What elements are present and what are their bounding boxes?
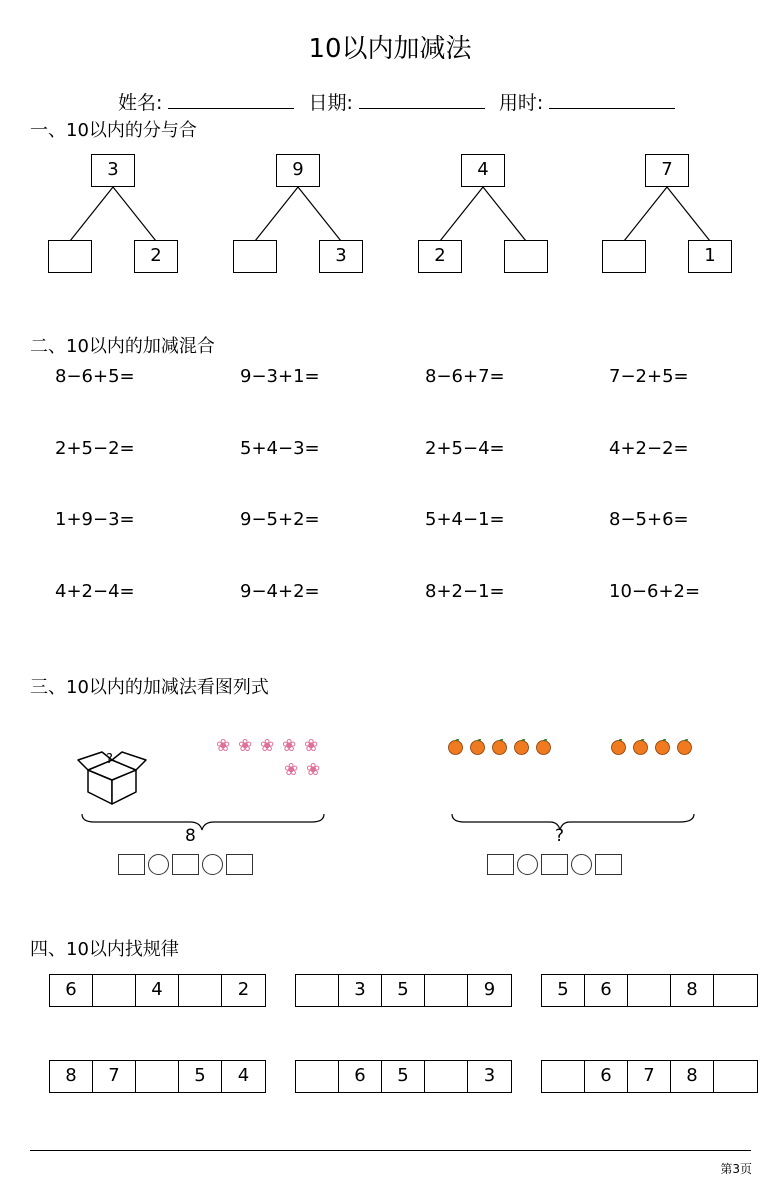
sequence-row [295, 974, 512, 1007]
sequence-cell[interactable] [179, 975, 222, 1006]
expression: 2+5−4= [425, 438, 505, 459]
section3-heading: 三、10以内的加减法看图列式 [30, 677, 269, 698]
expression: 5+4−1= [425, 509, 505, 530]
sequence-cell[interactable]: 5 [542, 975, 585, 1006]
tree-right-box[interactable] [504, 240, 548, 273]
section2-heading: 二、10以内的加减混合 [30, 336, 215, 357]
sequence-cell[interactable]: 6 [585, 975, 628, 1006]
page-title: 10以内加减法 [308, 34, 472, 64]
right-brace [448, 810, 698, 832]
orange-icon [610, 738, 627, 755]
orange-icon [491, 738, 508, 755]
sequence-cell[interactable]: 3 [339, 975, 382, 1006]
time-blank[interactable] [549, 90, 675, 109]
sequence-cell[interactable] [136, 1061, 179, 1092]
tree-left-box[interactable] [48, 240, 92, 273]
expression: 5+4−3= [240, 438, 320, 459]
answer-box[interactable] [595, 854, 622, 875]
sequence-cell[interactable] [425, 975, 468, 1006]
sequence-row [541, 974, 758, 1007]
sequence-cell[interactable]: 8 [671, 975, 714, 1006]
sequence-cell[interactable]: 6 [50, 975, 93, 1006]
flower-icon: ❀ [216, 736, 231, 756]
tree-lines [233, 186, 363, 246]
orange-icon [513, 738, 530, 755]
flower-icon: ❀ [284, 760, 299, 780]
sequence-cell[interactable]: 8 [50, 1061, 93, 1092]
tree-left-box[interactable]: 2 [418, 240, 462, 273]
tree-top-box[interactable]: 3 [91, 154, 135, 187]
sequence-cell[interactable] [714, 1061, 757, 1092]
tree-right-box[interactable]: 2 [134, 240, 178, 273]
sequence-cell[interactable]: 5 [382, 1061, 425, 1092]
section1-heading: 一、10以内的分与合 [30, 120, 197, 141]
right-total: ? [555, 826, 565, 846]
page-number: 第3页 [720, 1162, 752, 1176]
operator-circle[interactable] [517, 854, 538, 875]
expression: 8−6+5= [55, 366, 135, 387]
name-blank[interactable] [168, 90, 294, 109]
flower-icon: ❀ [304, 736, 319, 756]
expression: 4+2−2= [609, 438, 689, 459]
flower-icon: ❀ [306, 760, 321, 780]
answer-box[interactable] [487, 854, 514, 875]
time-label: 用时: [498, 92, 544, 114]
right-answer-row [487, 854, 622, 875]
sequence-row [295, 1060, 512, 1093]
sequence-row [49, 1060, 266, 1093]
sequence-row [49, 974, 266, 1007]
expression: 9−5+2= [240, 509, 320, 530]
sequence-cell[interactable]: 5 [179, 1061, 222, 1092]
expression: 9−3+1= [240, 366, 320, 387]
sequence-cell[interactable]: 4 [136, 975, 179, 1006]
tree-top-box[interactable]: 7 [645, 154, 689, 187]
sequence-cell[interactable]: 2 [237, 979, 250, 1000]
name-label: 姓名: [118, 92, 163, 114]
expression: 2+5−2= [55, 438, 135, 459]
expression: 10−6+2= [609, 581, 701, 602]
sequence-cell[interactable]: 6 [339, 1061, 382, 1092]
expression: 4+2−4= [55, 581, 135, 602]
sequence-cell[interactable]: 7 [93, 1061, 136, 1092]
orange-icon [654, 738, 671, 755]
orange-icon [469, 738, 486, 755]
tree-top-box[interactable]: 9 [276, 154, 320, 187]
tree-left-box[interactable] [233, 240, 277, 273]
expression: 1+9−3= [55, 509, 135, 530]
expression: 9−4+2= [240, 581, 320, 602]
sequence-cell[interactable]: 7 [628, 1061, 671, 1092]
orange-icon [447, 738, 464, 755]
sequence-cell[interactable]: 3 [483, 1065, 496, 1086]
operator-circle[interactable] [202, 854, 223, 875]
sequence-cell[interactable] [542, 1061, 585, 1092]
left-answer-row [118, 854, 253, 875]
operator-circle[interactable] [148, 854, 169, 875]
sequence-cell[interactable]: 8 [671, 1061, 714, 1092]
sequence-cell[interactable]: 4 [237, 1065, 250, 1086]
answer-box[interactable] [172, 854, 199, 875]
expression: 8−6+7= [425, 366, 505, 387]
orange-icon [535, 738, 552, 755]
tree-lines [418, 186, 548, 246]
student-info [118, 88, 683, 115]
sequence-cell[interactable]: 9 [483, 979, 496, 1000]
answer-box[interactable] [226, 854, 253, 875]
expression: 8−5+6= [609, 509, 689, 530]
sequence-cell[interactable] [296, 1061, 339, 1092]
tree-left-box[interactable] [602, 240, 646, 273]
sequence-cell[interactable]: 6 [585, 1061, 628, 1092]
left-total: 8 [185, 826, 196, 846]
sequence-cell[interactable] [425, 1061, 468, 1092]
flower-icon: ❀ [238, 736, 253, 756]
date-blank[interactable] [359, 90, 485, 109]
expression: 8+2−1= [425, 581, 505, 602]
box-unknown-label: ? [106, 752, 113, 767]
tree-right-box[interactable]: 1 [688, 240, 732, 273]
sequence-cell[interactable]: 5 [382, 975, 425, 1006]
sequence-cell[interactable] [628, 975, 671, 1006]
sequence-cell[interactable] [296, 975, 339, 1006]
section4-heading: 四、10以内找规律 [30, 939, 179, 960]
answer-box[interactable] [118, 854, 145, 875]
operator-circle[interactable] [571, 854, 592, 875]
tree-lines [48, 186, 178, 246]
tree-right-box[interactable]: 3 [319, 240, 363, 273]
sequence-cell[interactable] [714, 975, 757, 1006]
date-label: 日期: [308, 92, 353, 114]
flower-icon: ❀ [282, 736, 297, 756]
tree-lines [602, 186, 732, 246]
left-brace [78, 810, 328, 832]
orange-icon [632, 738, 649, 755]
flower-icon: ❀ [260, 736, 275, 756]
orange-icon [676, 738, 693, 755]
sequence-row [541, 1060, 758, 1093]
footer-divider [30, 1150, 751, 1151]
answer-box[interactable] [541, 854, 568, 875]
tree-top-box[interactable]: 4 [461, 154, 505, 187]
sequence-cell[interactable] [93, 975, 136, 1006]
expression: 7−2+5= [609, 366, 689, 387]
